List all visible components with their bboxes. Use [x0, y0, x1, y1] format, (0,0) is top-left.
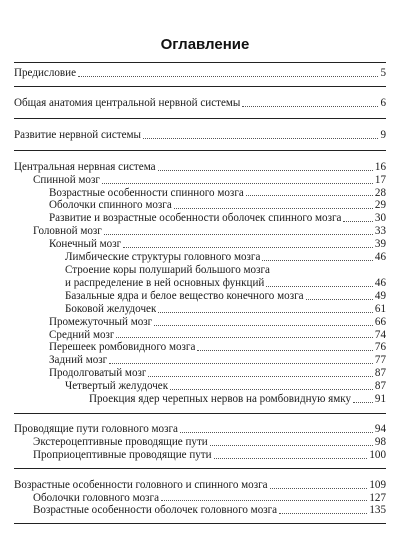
dot-leader — [161, 500, 367, 501]
toc-entry-page: 94 — [374, 422, 386, 435]
dot-leader — [158, 170, 373, 171]
toc-section-age — [14, 468, 386, 524]
toc-entry[interactable] — [14, 479, 386, 492]
dot-leader — [246, 195, 373, 196]
toc-entry-title: Возрастные особенности оболочек головного мозга — [33, 504, 278, 517]
dot-leader — [174, 208, 373, 209]
toc-entry-title: Центральная нервная система — [14, 160, 156, 173]
toc-entry-title: Лимбические структуры головного мозга — [65, 251, 261, 264]
toc-entry-title: Перешеек ромбовидного мозга — [49, 341, 196, 354]
toc-entry-page: 77 — [374, 354, 386, 367]
toc-entry[interactable] — [14, 316, 386, 329]
dot-leader — [353, 402, 373, 403]
dot-leader — [123, 247, 373, 248]
toc-entry-title: Средний мозг — [49, 328, 115, 341]
toc-entry-page: 127 — [369, 491, 386, 504]
dot-leader — [210, 445, 373, 446]
toc-entry-title: Возрастные особенности головного и спинного мозга — [14, 478, 268, 491]
toc-entry-page: 49 — [374, 289, 386, 302]
toc-entry[interactable] — [14, 174, 386, 187]
toc-section-pathways — [14, 413, 386, 468]
toc-entry-page: 46 — [374, 251, 386, 264]
toc-entry[interactable] — [14, 436, 386, 449]
toc-entry-title: Проводящие пути головного мозга — [14, 422, 178, 435]
toc-title: Оглавление — [160, 36, 250, 53]
toc-entry[interactable] — [14, 504, 386, 517]
toc-entry[interactable] — [14, 354, 386, 367]
toc-section-preface — [14, 63, 386, 86]
toc-entry-page: 87 — [374, 380, 386, 393]
toc-entry-title: Боковой желудочек — [65, 302, 157, 315]
toc-entry-page: 16 — [374, 160, 386, 173]
dot-leader — [197, 350, 373, 351]
toc-entry-page: 61 — [374, 302, 386, 315]
toc-entry[interactable] — [14, 393, 386, 406]
toc-entry-title: Проекция ядер черепных нервов на ромбовидную ямку — [89, 393, 352, 406]
toc-entry[interactable] — [14, 238, 386, 251]
dot-leader — [266, 286, 373, 287]
toc-entry-page: 29 — [374, 199, 386, 212]
toc-entry-page: 30 — [374, 212, 386, 225]
toc-entry-page: 9 — [380, 128, 386, 141]
toc-entry-title: Возрастные особенности спинного мозга — [49, 186, 244, 199]
toc-entry-title: Базальные ядра и белое вещество конечного мозга — [65, 289, 304, 302]
toc-entry-page: 28 — [374, 186, 386, 199]
toc-entry[interactable] — [14, 341, 386, 354]
toc-entry[interactable] — [14, 161, 386, 174]
toc-entry-title: Головной мозг — [33, 225, 102, 238]
dot-leader — [143, 138, 378, 139]
toc-entry-page: 135 — [369, 504, 386, 517]
toc-entry-title: Четвертый желудочек — [65, 380, 169, 393]
toc-section-development — [14, 118, 386, 150]
toc-entry[interactable] — [14, 423, 386, 436]
dot-leader — [242, 106, 378, 107]
toc-entry-title: Оболочки спинного мозга — [49, 199, 172, 212]
toc-entry-page: 87 — [374, 367, 386, 380]
toc-entry-page: 5 — [380, 67, 386, 79]
dot-leader — [214, 458, 368, 459]
toc-entry[interactable] — [14, 277, 386, 290]
dot-leader — [78, 76, 378, 77]
dot-leader — [154, 325, 373, 326]
dot-leader — [270, 488, 368, 489]
toc-entry-title: Проприоцептивные проводящие пути — [33, 448, 212, 461]
dot-leader — [148, 376, 372, 377]
dot-leader — [180, 432, 373, 433]
toc-entry[interactable] — [14, 449, 386, 462]
toc-entry-title: Развитие и возрастные особенности оболочек спинного мозга — [49, 212, 342, 225]
dot-leader — [306, 299, 373, 300]
dot-leader — [343, 221, 372, 222]
toc-entry[interactable] — [14, 290, 386, 303]
toc-entry[interactable] — [14, 187, 386, 200]
toc-entry[interactable] — [14, 303, 386, 316]
toc-entry[interactable] — [14, 367, 386, 380]
dot-leader — [102, 183, 373, 184]
toc-entry-page: 74 — [374, 328, 386, 341]
toc-entry-page: 98 — [374, 435, 386, 448]
toc-entry-page: 66 — [374, 315, 386, 328]
toc-entry[interactable] — [14, 329, 386, 342]
toc-entry-page: 6 — [380, 96, 386, 109]
dot-leader — [109, 363, 373, 364]
toc-entry-title: Задний мозг — [49, 354, 108, 367]
toc-entry-page: 91 — [374, 393, 386, 406]
toc-entry-title: Предисловие — [14, 67, 77, 79]
toc-entry-title: Экстероцептивные проводящие пути — [33, 435, 208, 448]
toc-entry[interactable] — [14, 492, 386, 505]
toc-table — [14, 62, 386, 524]
dot-leader — [279, 513, 367, 514]
toc-entry[interactable] — [14, 380, 386, 393]
toc-entry[interactable] — [14, 97, 386, 110]
toc-entry-page: 46 — [374, 276, 386, 289]
toc-entry[interactable] — [14, 225, 386, 238]
toc-section-cns — [14, 150, 386, 413]
dot-leader — [116, 337, 372, 338]
toc-entry-title: Общая анатомия центральной нервной системы — [14, 96, 241, 109]
toc-entry-page: 100 — [369, 448, 386, 461]
toc-entry-page: 17 — [374, 173, 386, 186]
toc-entry-title: Конечный мозг — [49, 238, 122, 251]
toc-entry-page: 33 — [374, 225, 386, 238]
toc-entry-title: Развитие нервной системы — [14, 128, 142, 141]
toc-entry[interactable] — [14, 251, 386, 264]
toc-entry-title-line2: и распределение в ней основных функций — [65, 276, 265, 289]
toc-entry-page: 39 — [374, 238, 386, 251]
toc-section-anatomy — [14, 86, 386, 118]
toc-entry[interactable] — [14, 199, 386, 212]
dot-leader — [104, 234, 373, 235]
dot-leader — [262, 260, 372, 261]
toc-entry-page: 76 — [374, 341, 386, 354]
toc-entry-title: Продолговатый мозг — [49, 367, 147, 380]
toc-entry-title: Спинной мозг — [33, 173, 100, 186]
toc-entry-page: 109 — [369, 478, 386, 491]
toc-entry[interactable] — [14, 67, 386, 80]
toc-entry[interactable] — [14, 212, 386, 225]
toc-entry-title-line1: Строение коры полушарий большого мозга — [65, 263, 270, 276]
toc-entry-title: Оболочки головного мозга — [33, 491, 160, 504]
toc-entry-title: Промежуточный мозг — [49, 315, 153, 328]
dot-leader — [158, 312, 373, 313]
dot-leader — [170, 389, 373, 390]
toc-entry[interactable] — [14, 129, 386, 142]
